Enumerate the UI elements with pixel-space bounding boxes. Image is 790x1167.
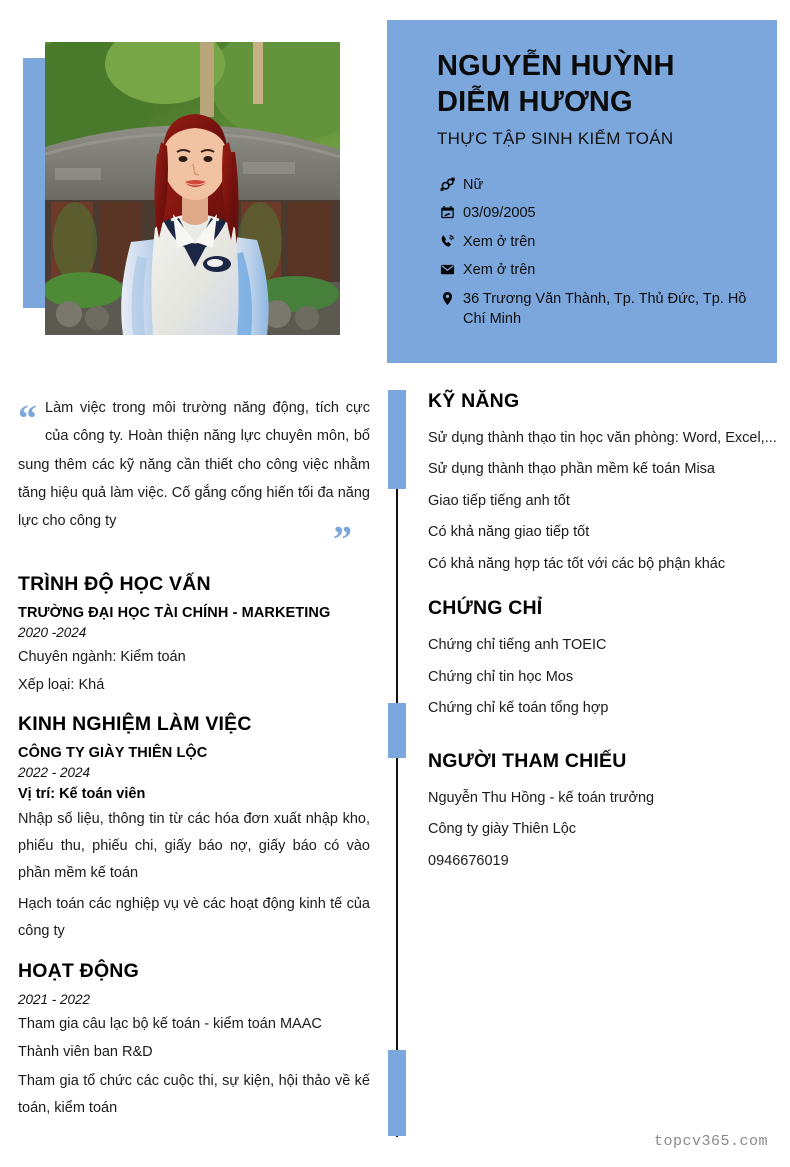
- experience-date: 2022 - 2024: [18, 765, 91, 781]
- education-entry: [18, 605, 370, 697]
- email-icon: [437, 260, 457, 277]
- gender-icon: [437, 175, 457, 192]
- left-column: [18, 390, 370, 1126]
- candidate-name-line1: NGUYỄN HUỲNH: [437, 50, 675, 82]
- candidate-name: [437, 48, 755, 121]
- right-column: [428, 390, 778, 881]
- section-certificates: [428, 597, 778, 719]
- activity-item-3: Tham gia tổ chức các cuộc thi, sự kiện, hội thảo về kế toán, kiểm toán: [18, 1073, 370, 1117]
- education-grade: Xếp loại: Khá: [18, 676, 105, 693]
- experience-company: CÔNG TY GIÀY THIÊN LỘC: [18, 745, 208, 762]
- certificate-item: Chứng chỉ tin học Mos: [428, 668, 574, 685]
- contact-birthdate: [437, 203, 755, 224]
- contact-phone: [437, 232, 755, 253]
- experience-role: Vị trí: Kế toán viên: [18, 786, 146, 803]
- site-watermark: topcv365.com: [653, 1133, 768, 1150]
- section-education: [18, 573, 370, 697]
- section-experience: [18, 713, 370, 944]
- career-objective-text: Làm việc trong môi trường năng động, tích cực của công ty. Hoàn thiện năng lực chuyên môn, bổ sung thêm các kỹ năng cần thiết cho công việc nhằm tăng hiệu quả làm việc. Cố gắng cống hiến tối đa năng lực cho công ty: [18, 400, 370, 530]
- divider-accent-top: [388, 390, 406, 489]
- section-activities: [18, 960, 370, 1122]
- header-panel: [387, 20, 777, 363]
- section-skills-title: KỸ NĂNG: [428, 390, 520, 412]
- experience-duty-1: Nhập số liệu, thông tin từ các hóa đơn xuất nhập kho, phiếu thu, phiếu chi, giấy báo nợ, giấy báo có vào phần mềm kế toán: [18, 811, 370, 881]
- location-icon: [437, 289, 457, 306]
- education-school: TRƯỜNG ĐẠI HỌC TÀI CHÍNH - MARKETING: [18, 605, 331, 622]
- education-date: 2020 -2024: [18, 625, 87, 641]
- activities-date: 2021 - 2022: [18, 992, 91, 1008]
- skill-item: Sử dụng thành thạo phần mềm kế toán Misa: [428, 461, 715, 478]
- experience-entry: [18, 745, 370, 944]
- quote-close-icon: ”: [333, 519, 352, 562]
- calendar-icon: [437, 203, 457, 220]
- divider-accent-middle: [388, 703, 406, 758]
- reference-item: Nguyễn Thu Hồng - kế toán trưởng: [428, 789, 655, 806]
- contact-address-value: 36 Trương Văn Thành, Tp. Thủ Đức, Tp. Hồ Chí Minh: [463, 290, 747, 328]
- experience-duty-2: Hạch toán các nghiệp vụ vè các hoạt động kinh tế của công ty: [18, 895, 370, 939]
- column-divider-line: [396, 392, 398, 1137]
- skills-list: [428, 427, 778, 575]
- contact-gender-value: Nữ: [463, 176, 484, 193]
- section-skills: [428, 390, 778, 575]
- contact-gender: [437, 175, 755, 196]
- contact-phone-value: Xem ở trên: [463, 233, 536, 250]
- phone-icon: [437, 232, 457, 249]
- section-experience-title: KINH NGHIỆM LÀM VIỆC: [18, 713, 252, 736]
- references-list: [428, 787, 778, 872]
- contact-birthdate-value: 03/09/2005: [463, 205, 536, 222]
- activity-item-2: Thành viên ban R&D: [18, 1043, 153, 1060]
- certificate-item: Chứng chỉ kế toán tổng hợp: [428, 700, 609, 717]
- education-major: Chuyên ngành: Kiểm toán: [18, 649, 186, 666]
- section-references: [428, 750, 778, 872]
- quote-open-icon: “: [18, 398, 37, 440]
- career-objective: [18, 390, 370, 562]
- divider-accent-bottom: [388, 1050, 406, 1136]
- certificates-list: [428, 634, 778, 719]
- reference-item: Công ty giày Thiên Lộc: [428, 821, 577, 838]
- candidate-name-line2: DIỄM HƯƠNG: [437, 86, 633, 119]
- section-activities-title: HOẠT ĐỘNG: [18, 960, 139, 983]
- reference-item: 0946676019: [428, 852, 509, 869]
- profile-photo-image: [45, 42, 340, 335]
- section-certificates-title: CHỨNG CHỈ: [428, 597, 543, 620]
- contact-email-value: Xem ở trên: [463, 262, 536, 279]
- job-title: THỰC TẬP SINH KIỂM TOÁN: [437, 128, 674, 148]
- profile-photo: [45, 42, 340, 335]
- contact-list: [437, 175, 755, 330]
- activity-item-1: Tham gia câu lạc bộ kế toán - kiểm toán MAAC: [18, 1016, 322, 1033]
- contact-email: [437, 260, 755, 281]
- skill-item: Giao tiếp tiếng anh tốt: [428, 492, 570, 509]
- skill-item: Có khả năng giao tiếp tốt: [428, 524, 590, 541]
- section-education-title: TRÌNH ĐỘ HỌC VẤN: [18, 573, 211, 596]
- certificate-item: Chứng chỉ tiếng anh TOEIC: [428, 637, 607, 654]
- skill-item: Có khả năng hợp tác tốt với các bộ phận khác: [428, 555, 726, 572]
- skill-item: Sử dụng thành thạo tin học văn phòng: Word, Excel,...: [428, 430, 777, 446]
- section-references-title: NGƯỜI THAM CHIẾU: [428, 749, 627, 772]
- contact-address: [437, 289, 755, 330]
